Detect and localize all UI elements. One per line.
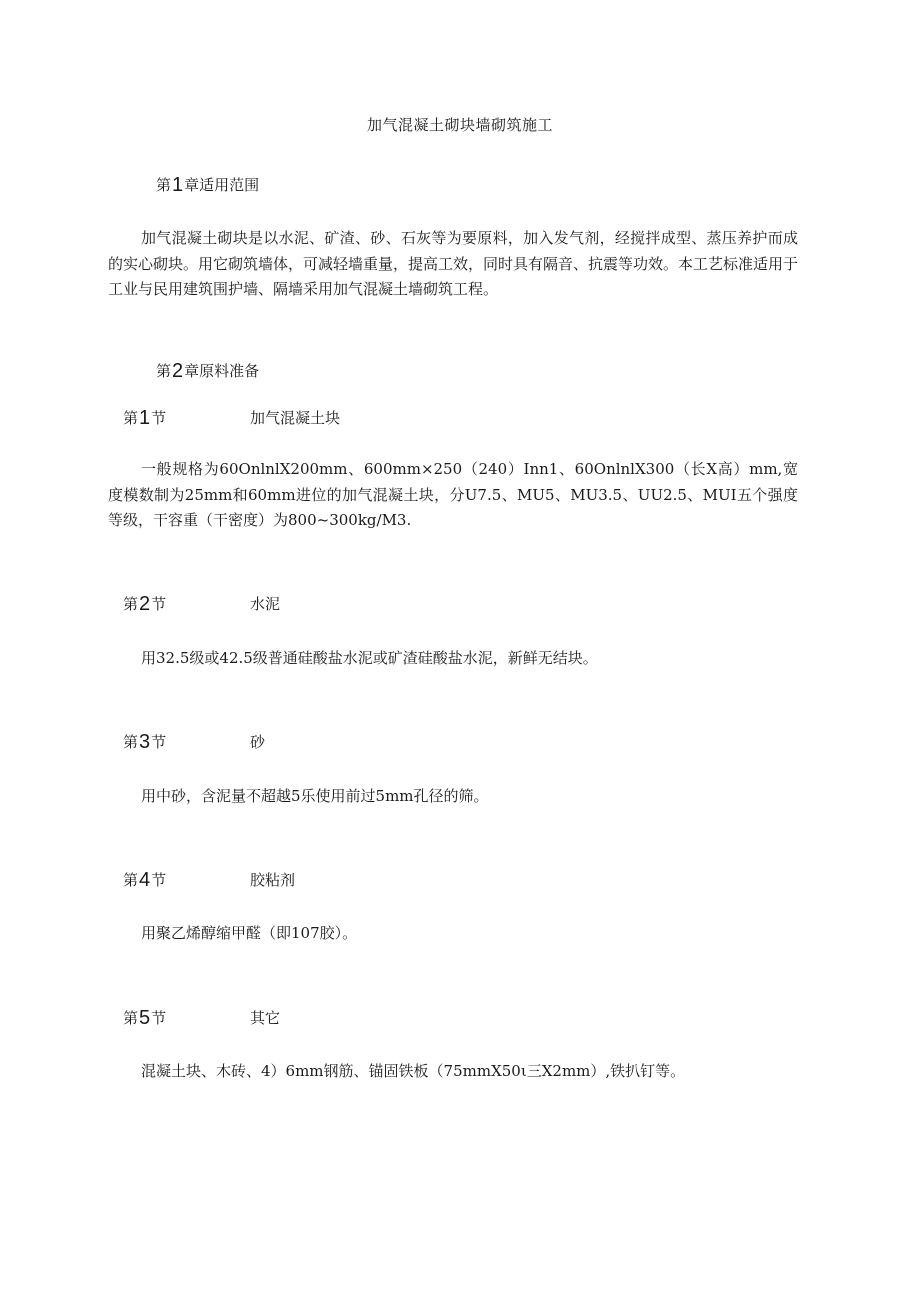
section-number: 3 [139,731,151,753]
chapter-number: 2 [172,360,184,382]
section-name: 胶粘剂 [250,871,296,889]
section-prefix: 第 [123,1009,139,1027]
section-suffix: 节 [151,409,167,427]
chapter-1-heading [156,174,259,197]
section-number: 5 [139,1007,151,1029]
chapter-2-heading [156,360,259,383]
section-name: 其它 [250,1009,281,1027]
document-title: 加气混凝土砌块墙砌筑施工 [366,116,553,134]
chapter-prefix: 第 [156,176,172,194]
section-prefix: 第 [123,595,139,613]
section-4-paragraph: 用聚乙烯醇缩甲醛（即107胶）。 [141,924,358,942]
section-1-paragraph: 一般规格为60OnlnlX200mm、600mm×250（240）Inn1、60OnlnlX300（长X高）mm,宽度模数制为25mm和60mm进位的加气混凝土块，分U7.5、MU5、MU3.5、UU2.5、MUI五个强度等级，干容重（干密度）为800~300kg∕M3. [108,460,798,529]
section-name: 砂 [250,733,266,751]
chapter-1-paragraph: 加气混凝土砌块是以水泥、矿渣、砂、石灰等为要原料，加入发气剂，经搅拌成型、蒸压养护而成的实心砌块。用它砌筑墙体，可减轻墙重量，提高工效，同时具有隔音、抗震等功效。本工艺标准适用于工业与民用建筑围护墙、隔墙采用加气混凝土墙砌筑工程。 [108,229,799,298]
section-3-paragraph: 用中砂，含泥量不超越5乐使用前过5mm孔径的筛。 [141,787,489,805]
section-prefix: 第 [123,409,139,427]
section-suffix: 节 [151,733,167,751]
section-1-heading [123,407,341,430]
section-number: 1 [139,407,151,429]
chapter-title: 章原料准备 [184,362,260,380]
section-number: 2 [139,593,151,615]
chapter-title: 章适用范围 [184,176,260,194]
section-suffix: 节 [151,1009,167,1027]
section-suffix: 节 [151,595,167,613]
section-5-paragraph: 混凝土块、木砖、4）6mm钢筋、锚固铁板（75mmX50ι三X2mm）,铁扒钉等。 [141,1062,686,1080]
section-2-paragraph: 用32.5级或42.5级普通硅酸盐水泥或矿渣硅酸盐水泥，新鲜无结块。 [141,649,598,667]
section-number: 4 [139,869,151,891]
section-5-heading [123,1007,281,1030]
section-3-heading [123,731,266,754]
section-4-heading [123,869,296,892]
section-name: 水泥 [250,595,281,613]
chapter-number: 1 [172,174,184,196]
section-prefix: 第 [123,871,139,889]
section-name: 加气混凝土块 [250,409,341,427]
chapter-prefix: 第 [156,362,172,380]
section-suffix: 节 [151,871,167,889]
section-prefix: 第 [123,733,139,751]
section-2-heading [123,593,281,616]
